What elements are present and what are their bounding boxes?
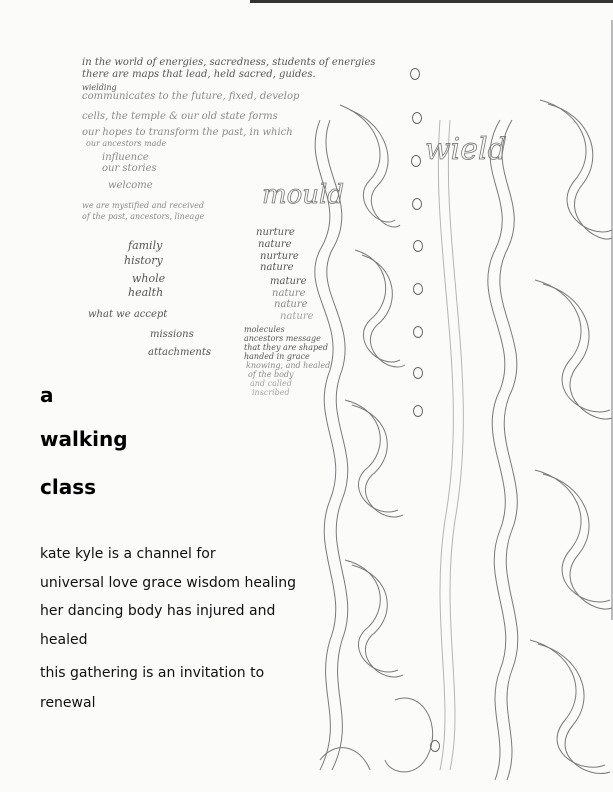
title-line-3: class: [40, 475, 97, 499]
handwritten-line: communicates to the future, fixed, develop: [82, 91, 300, 102]
handwritten-line: there are maps that lead, held sacred, guides.: [82, 69, 316, 80]
handwritten-word: nature: [258, 239, 292, 250]
handwritten-line: our stories: [102, 163, 157, 174]
handwritten-line: of the past, ancestors, lineage: [82, 212, 205, 221]
body-line-3: her dancing body has injured and: [40, 603, 276, 619]
title-line-1: a: [40, 383, 54, 407]
handwritten-line: history: [124, 254, 163, 267]
handwritten-line: attachments: [148, 347, 211, 358]
handwritten-line: influence: [102, 152, 149, 163]
handwritten-line: cells, the temple & our old state forms: [82, 111, 278, 122]
handwritten-line: our hopes to transform the past, in which: [82, 127, 293, 138]
handwritten-line: molecules: [244, 325, 285, 334]
ring-mark: [412, 112, 422, 124]
handwritten-line: missions: [150, 329, 194, 340]
handwritten-line: family: [128, 239, 163, 252]
handwritten-word: nature: [274, 299, 308, 310]
body-line-2: universal love grace wisdom healing: [40, 575, 297, 591]
ring-mark: [413, 283, 423, 295]
body-line-1: kate kyle is a channel for: [40, 546, 216, 562]
ring-mark: [411, 155, 421, 167]
handwritten-line: inscribed: [252, 388, 290, 397]
handwritten-word-wield: wield: [425, 132, 507, 167]
handwritten-line: our ancestors made: [86, 139, 167, 148]
handwritten-word-mould: mould: [262, 180, 345, 210]
handwritten-word: nurture: [260, 251, 299, 262]
handwritten-line: knowing, and healed: [246, 361, 331, 370]
handwritten-word: nature: [260, 262, 294, 273]
handwritten-line: what we accept: [88, 309, 168, 320]
handwritten-line: and called: [250, 379, 292, 388]
ring-mark: [413, 326, 423, 338]
body-line-5: this gathering is an invitation to: [40, 665, 265, 681]
ring-mark: [410, 68, 420, 80]
body-line-6: renewal: [40, 695, 96, 711]
handwritten-line: we are mystified and received: [82, 201, 205, 210]
ring-mark: [413, 367, 423, 379]
handwritten-line: of the body: [248, 370, 294, 379]
ring-mark: [413, 405, 423, 417]
ring-mark: [412, 198, 422, 210]
handwritten-line: whole: [132, 272, 166, 285]
handwritten-line: wielding: [82, 83, 117, 92]
handwritten-line: that they are shaped: [244, 343, 328, 352]
body-line-4: healed: [40, 632, 88, 648]
ring-mark: [430, 740, 440, 752]
handwritten-word: nurture: [256, 227, 295, 238]
handwritten-word: mature: [270, 276, 307, 287]
ring-mark: [413, 240, 423, 252]
handwritten-line: in the world of energies, sacredness, students of energies: [82, 57, 376, 68]
handwritten-word: nature: [280, 311, 314, 322]
handwritten-line: welcome: [108, 180, 153, 191]
handwritten-word: nature: [272, 288, 306, 299]
handwritten-line: health: [128, 286, 164, 299]
handwritten-line: handed in grace: [244, 352, 310, 361]
handwritten-line: ancestors message: [244, 334, 321, 343]
title-line-2: walking: [40, 427, 128, 451]
